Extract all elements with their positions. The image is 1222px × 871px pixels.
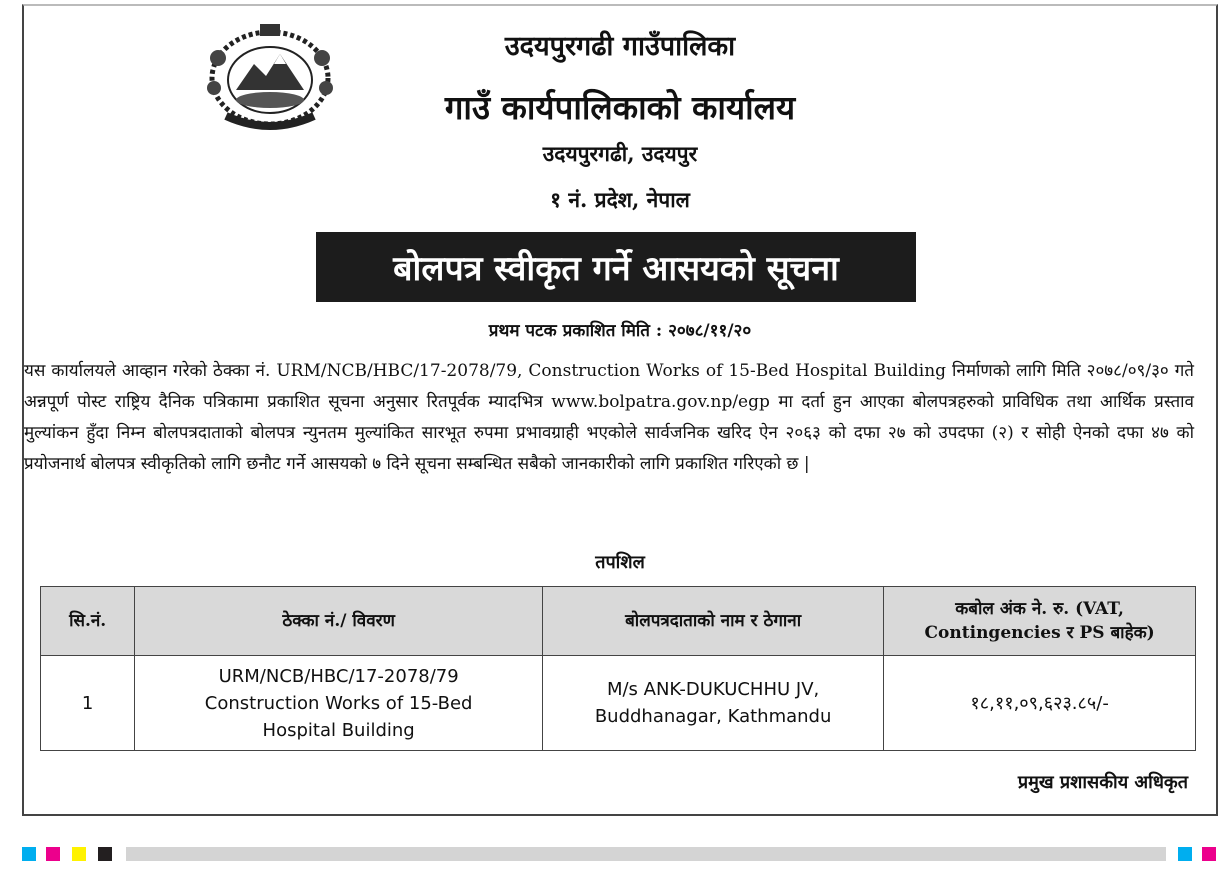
cmyk-cyan-square xyxy=(22,847,36,861)
table-row xyxy=(41,656,1196,751)
header-amount xyxy=(884,587,1196,656)
table-header-row xyxy=(41,587,1196,656)
cmyk-magenta-square-right xyxy=(1202,847,1216,861)
cmyk-black-square xyxy=(98,847,112,861)
bidder-address: Buddhanagar, Kathmandu xyxy=(594,706,832,727)
table-heading: तपशिल xyxy=(595,552,645,573)
publish-date: प्रथम पटक प्रकाशित मिति : २०७८/११/२० xyxy=(488,321,752,341)
office-address: उदयपुरगढी, उदयपुर xyxy=(542,141,698,166)
notice-body: यस कार्यालयले आव्हान गरेको ठेक्का नं. URM/NCB/HBC/17-2078/79, Construction Works of 15-Bed Hospital Building निर्माणको लागि मिति २०७८/०९/३० गते अन्नपूर्ण पोस्ट राष्ट्रिय दैनिक पत्रिकामा प्रकाशित सूचना अनुसार रितपूर्वक म्यादभित्र www.bolpatra.gov.np/egp मा दर्ता हुन आएका बोलपत्रहरुको प्राविधिक तथा आर्थिक प्रस्ताव मुल्यांकन हुँदा निम्न बोलपत्रदाताको बोलपत्र न्युनतम मुल्यांकित सारभूत रुपमा प्रभावग्राही भएकोले सार्वजनिक खरिद ऐन २०६३ को दफा २७ को उपदफा (२) र सोही ऐनको दफा ४७ को प्रयोजनार्थ बोलपत्र स्वीकृतिको लागि छनौट गर्ने आसयको ७ दिने सूचना सम्बन्धित सबैको जानकारीको लागि प्रकाशित गरिएको छ | xyxy=(24,361,1194,474)
header-contract: ठेक्का नं./ विवरण xyxy=(135,587,543,656)
contract-number: URM/NCB/HBC/17-2078/79 xyxy=(218,665,459,687)
municipality-name: उदयपुरगढी गाउँपालिका xyxy=(504,31,736,62)
cmyk-cyan-square-right xyxy=(1178,847,1192,861)
header-amount-line2: Contingencies र PS बाहेक) xyxy=(924,623,1155,643)
print-registration-bar xyxy=(126,847,1166,861)
cmyk-magenta-square xyxy=(46,847,60,861)
cell-contract xyxy=(135,656,543,751)
contract-desc-line2: Hospital Building xyxy=(262,719,415,741)
cell-amount: १८,११,०९,६२३.८५/- xyxy=(884,656,1196,751)
office-name: गाउँ कार्यपालिकाको कार्यालय xyxy=(444,88,796,127)
cell-serial: 1 xyxy=(41,656,135,751)
signature-title: प्रमुख प्रशासकीय अधिकृत xyxy=(1017,772,1188,793)
bid-table xyxy=(40,586,1196,751)
header-bidder: बोलपत्रदाताको नाम र ठेगाना xyxy=(542,587,883,656)
bidder-name: M/s ANK-DUKUCHHU JV, xyxy=(606,679,820,700)
notice-title-banner: बोलपत्र स्वीकृत गर्ने आसयको सूचना xyxy=(316,232,916,302)
cell-bidder xyxy=(542,656,883,751)
header-amount-line1: कबोल अंक ने. रु. (VAT, xyxy=(955,599,1124,619)
header-serial: सि.नं. xyxy=(41,587,135,656)
cmyk-yellow-square xyxy=(72,847,86,861)
province-line: १ नं. प्रदेश, नेपाल xyxy=(550,187,690,212)
contract-desc-line1: Construction Works of 15-Bed xyxy=(204,692,473,714)
